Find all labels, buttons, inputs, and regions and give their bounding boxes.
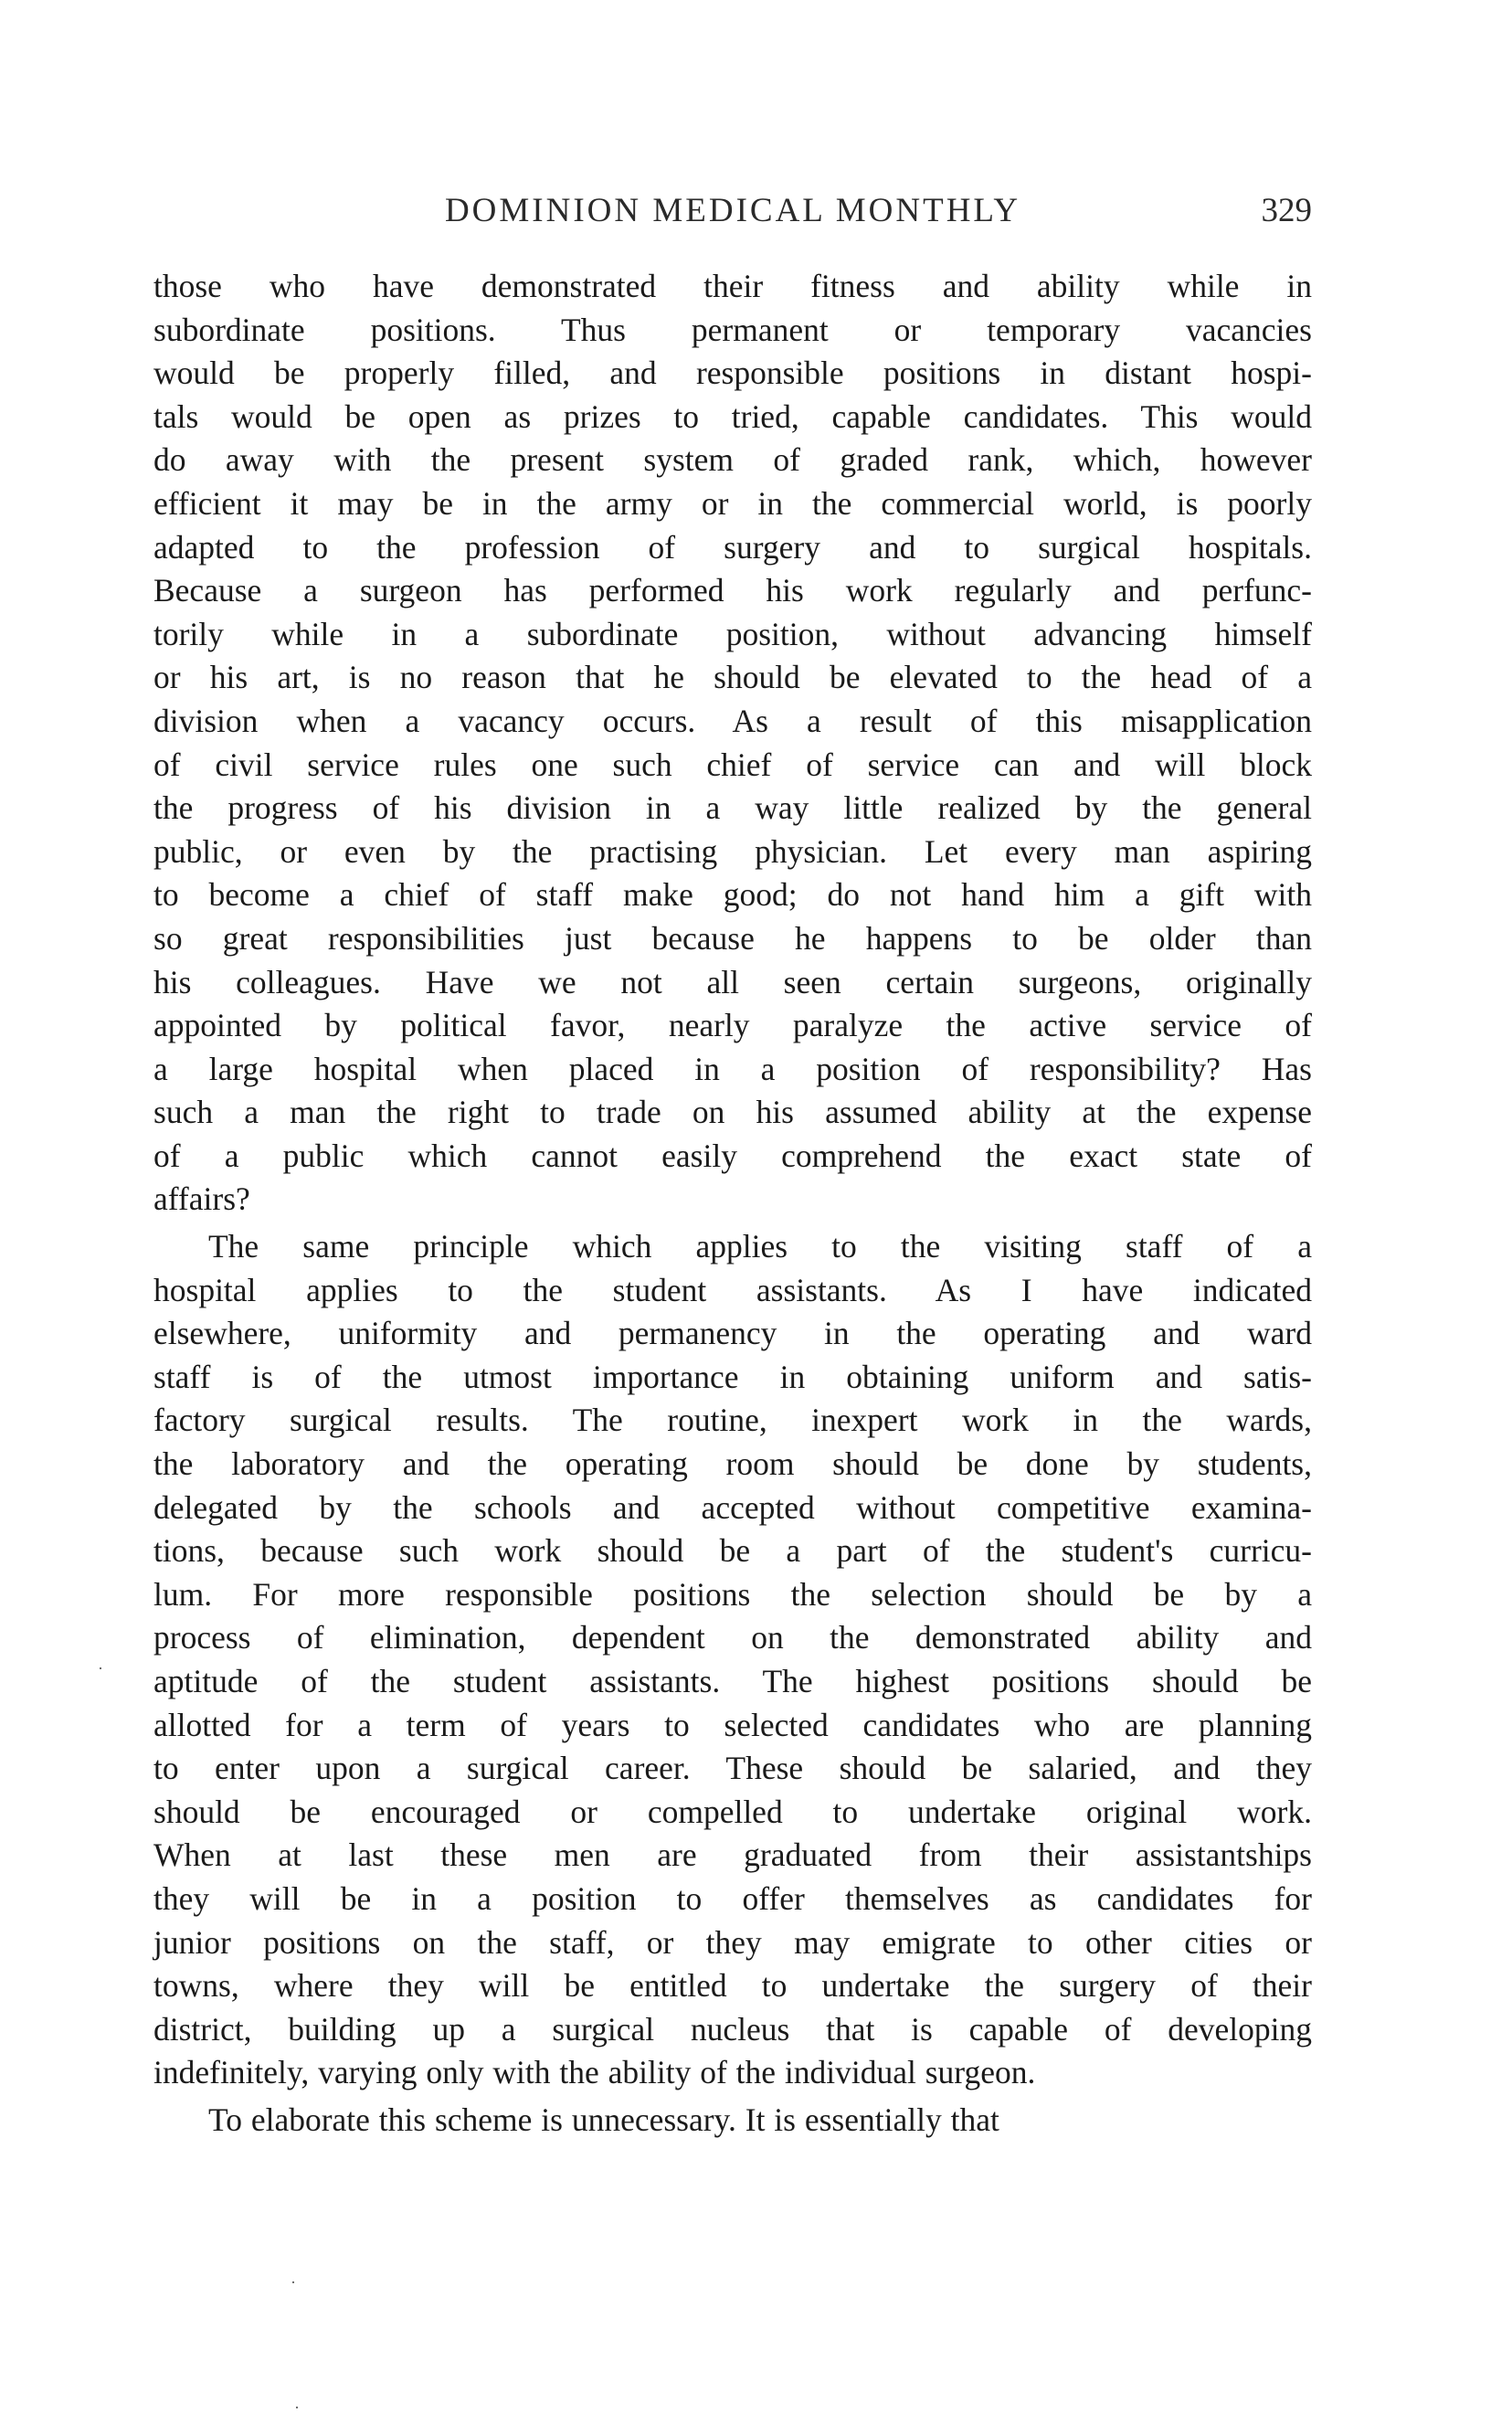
text-line: district, building up a surgical nucleus that is capable of developing [153,2010,1312,2048]
text-line: affairs? [153,1180,250,1218]
text-line: the laboratory and the operating room should be done by students, [153,1445,1312,1483]
text-line: so great responsibilities just because he happens to be older than [153,919,1312,957]
running-head [153,188,1312,234]
text-line: torily while in a subordinate position, without advancing himself [153,615,1312,652]
text-line: such a man the right to trade on his assumed ability at the expense [153,1094,1312,1131]
text-line: Because a surgeon has performed his work regularly and perfunc- [153,572,1312,609]
paragraph [153,265,1312,1222]
journal-title: DOMINION MEDICAL MONTHLY [444,192,1021,229]
body-text [153,265,1312,2143]
text-line: those who have demonstrated their fitness and ability while in [153,268,1312,304]
text-line: to enter upon a surgical career. These should be salaried, and they [153,1750,1312,1787]
text-line: elsewhere, uniformity and permanency in the operating and ward [153,1315,1312,1352]
text-line: To elaborate this scheme is unnecessary. It is essentially that [208,2101,999,2138]
text-line: The same principle which applies to the visiting staff of a [208,1228,1312,1265]
text-line: tions, because such work should be a part of the student's curricu- [153,1532,1312,1570]
text-line: do away with the present system of graded rank, which, however [153,441,1312,479]
text-line: or his art, is no reason that he should be elevated to the head of a [153,659,1312,696]
text-line: his colleagues. Have we not all seen certain surgeons, originally [153,963,1312,1000]
paragraph [153,2099,1312,2143]
text-line: would be properly filled, and responsible positions in distant hospi- [153,355,1312,392]
text-line: the progress of his division in a way little realized by the general [153,789,1312,827]
text-line: indefinitely, varying only with the ability of the individual surgeon. [153,2054,1036,2091]
text-line: allotted for a term of years to selected candidates who are planning [153,1706,1312,1743]
text-line: tals would be open as prizes to tried, capable candidates. This would [153,397,1312,435]
text-line: public, or even by the practising physician. Let every man aspiring [153,832,1312,870]
text-line: a large hospital when placed in a position of responsibility? Has [153,1050,1312,1087]
text-line: delegated by the schools and accepted without competitive examina- [153,1488,1312,1526]
text-line: adapted to the profession of surgery and to surgical hospitals. [153,528,1312,566]
text-line: process of elimination, dependent on the demonstrated ability and [153,1619,1312,1656]
text-line: should be encouraged or compelled to undertake original work. [153,1793,1312,1830]
text-line: aptitude of the student assistants. The highest positions should be [153,1663,1312,1699]
text-line: junior positions on the staff, or they may emigrate to other cities or [153,1923,1312,1961]
text-line: of a public which cannot easily comprehend the exact state of [153,1137,1312,1174]
text-line: lum. For more responsible positions the selection should be by a [153,1575,1312,1613]
paragraph [153,1225,1312,2095]
margin-speck: · [291,2273,296,2291]
text-line: division when a vacancy occurs. As a result of this misapplication [153,702,1312,739]
margin-speck: · [294,2398,300,2417]
text-line: subordinate positions. Thus permanent or temporary vacancies [153,311,1312,348]
text-line: When at last these men are graduated from their assistantships [153,1836,1312,1874]
text-line: they will be in a position to offer themselves as candidates for [153,1879,1312,1917]
text-line: hospital applies to the student assistants. As I have indicated [153,1271,1312,1308]
page-number: 329 [1261,192,1312,229]
text-line: factory surgical results. The routine, inexpert work in the wards, [153,1402,1312,1439]
text-line: appointed by political favor, nearly paralyze the active service of [153,1007,1312,1044]
text-line: to become a chief of staff make good; do not hand him a gift with [153,876,1312,914]
margin-speck: · [98,1659,103,1677]
text-line: efficient it may be in the army or in the commercial world, is poorly [153,484,1312,522]
text-line: of civil service rules one such chief of service can and will block [153,746,1312,783]
text-line: staff is of the utmost importance in obtaining uniform and satis- [153,1358,1312,1395]
text-line: towns, where they will be entitled to undertake the surgery of their [153,1967,1312,2005]
